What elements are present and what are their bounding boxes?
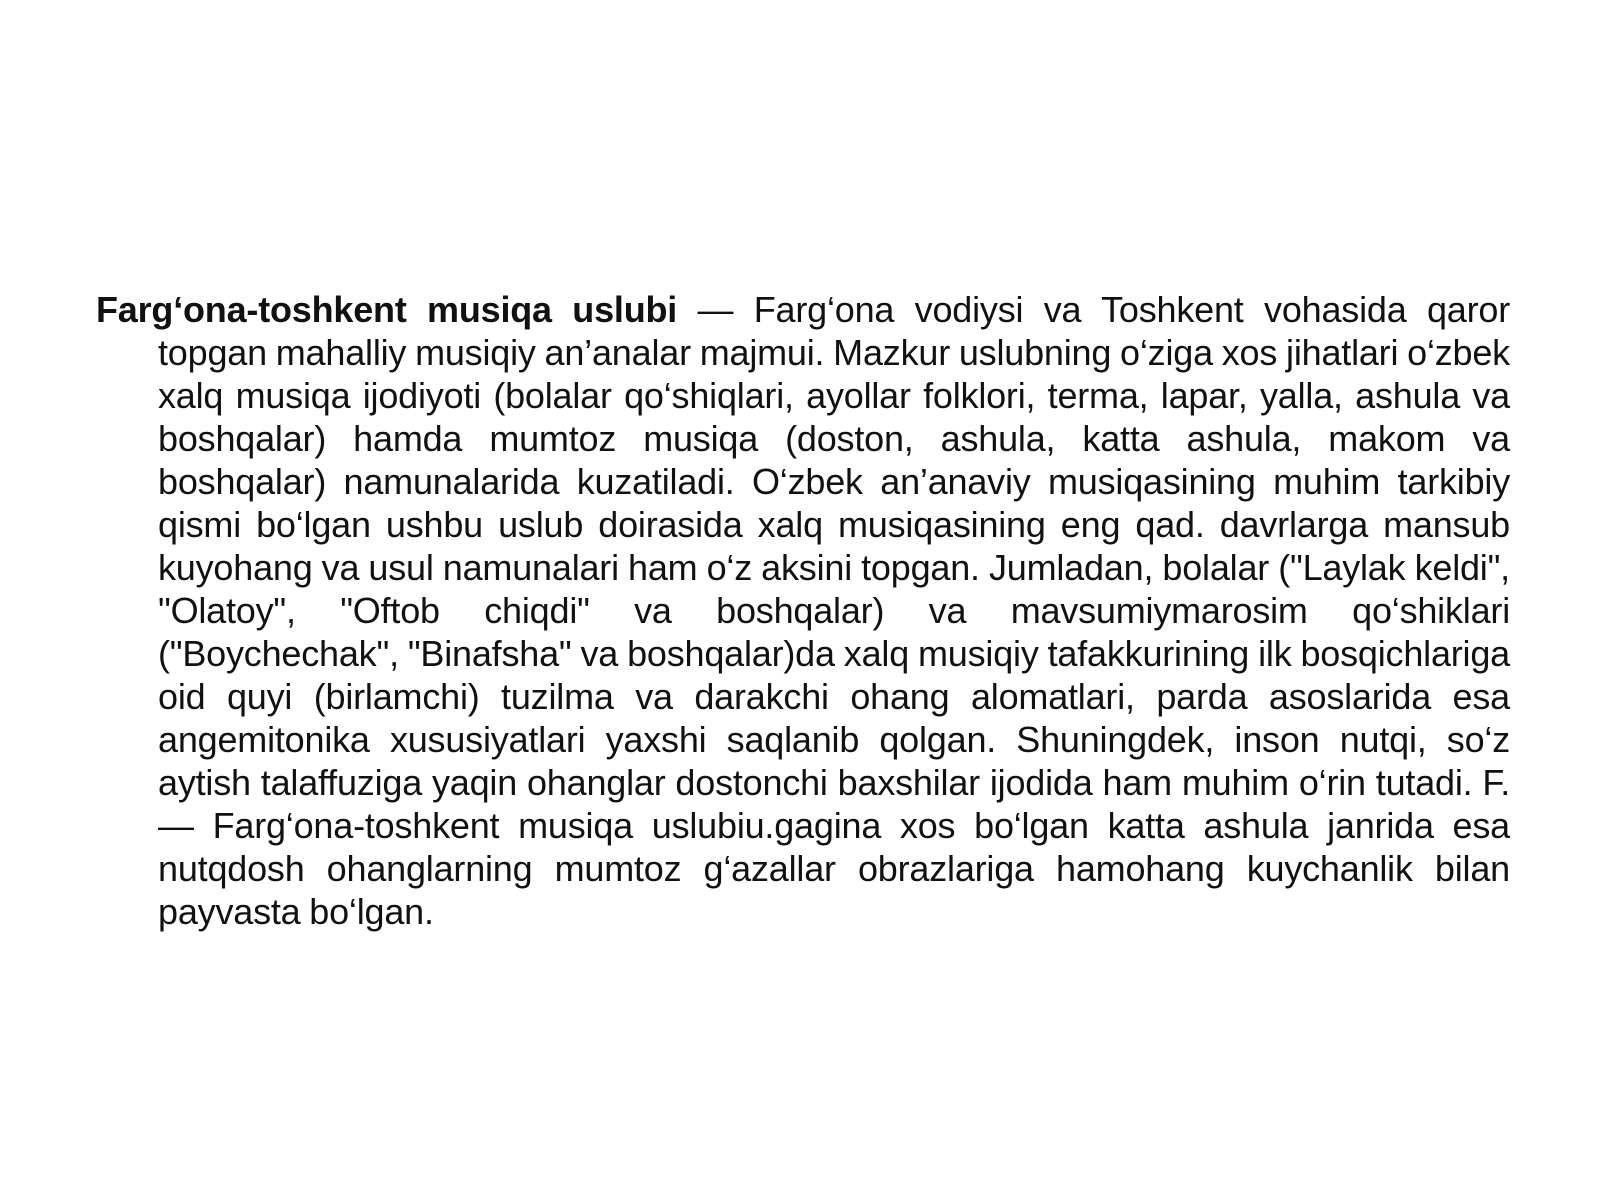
text-block bbox=[96, 288, 1510, 933]
term-heading: Farg‘ona-toshkent musiqa uslubi bbox=[96, 289, 678, 330]
definition-body: — Farg‘ona vodiysi va Toshkent vohasida qaror topgan mahalliy musiqiy an’analar majmui. Mazkur uslubning o‘ziga xos jihatlari o‘zbek xalq musiqa ijodiyoti (bolalar qo‘shiqlari, ayollar folklori, terma, lapar, yalla, ashula va boshqalar) hamda mumtoz musiqa (doston, ashula, katta ashula, makom va boshqalar) namunalarida kuzatiladi. O‘zbek an’anaviy musiqasining muhim tarkibiy qismi bo‘lgan ushbu uslub doirasida xalq musiqasining eng qad. davrlarga mansub kuyohang va usul namunalari ham o‘z aksini topgan. Jumladan, bolalar ("Laylak keldi", "Olatoy", "Oftob chiqdi" va boshqalar) va mavsumiymarosim qo‘shiklari ("Boychechak", "Binafsha" va boshqalar)da xalq musiqiy tafakkurining ilk bosqichlariga oid quyi (birlamchi) tuzilma va darakchi ohang alomatlari, parda asoslarida esa angemitonika xususiyatlari yaxshi saqlanib qolgan. Shuningdek, inson nutqi, so‘z aytish talaffuziga yaqin ohanglar dostonchi baxshilar ijodida ham muhim o‘rin tutadi. F.— Farg‘ona-toshkent musiqa uslubiu.gagina xos bo‘lgan katta ashula janrida esa nutqdosh ohanglarning mumtoz g‘azallar obrazlariga hamohang kuychanlik bilan payvasta bo‘lgan. bbox=[158, 289, 1511, 932]
definition-paragraph bbox=[96, 288, 1510, 933]
